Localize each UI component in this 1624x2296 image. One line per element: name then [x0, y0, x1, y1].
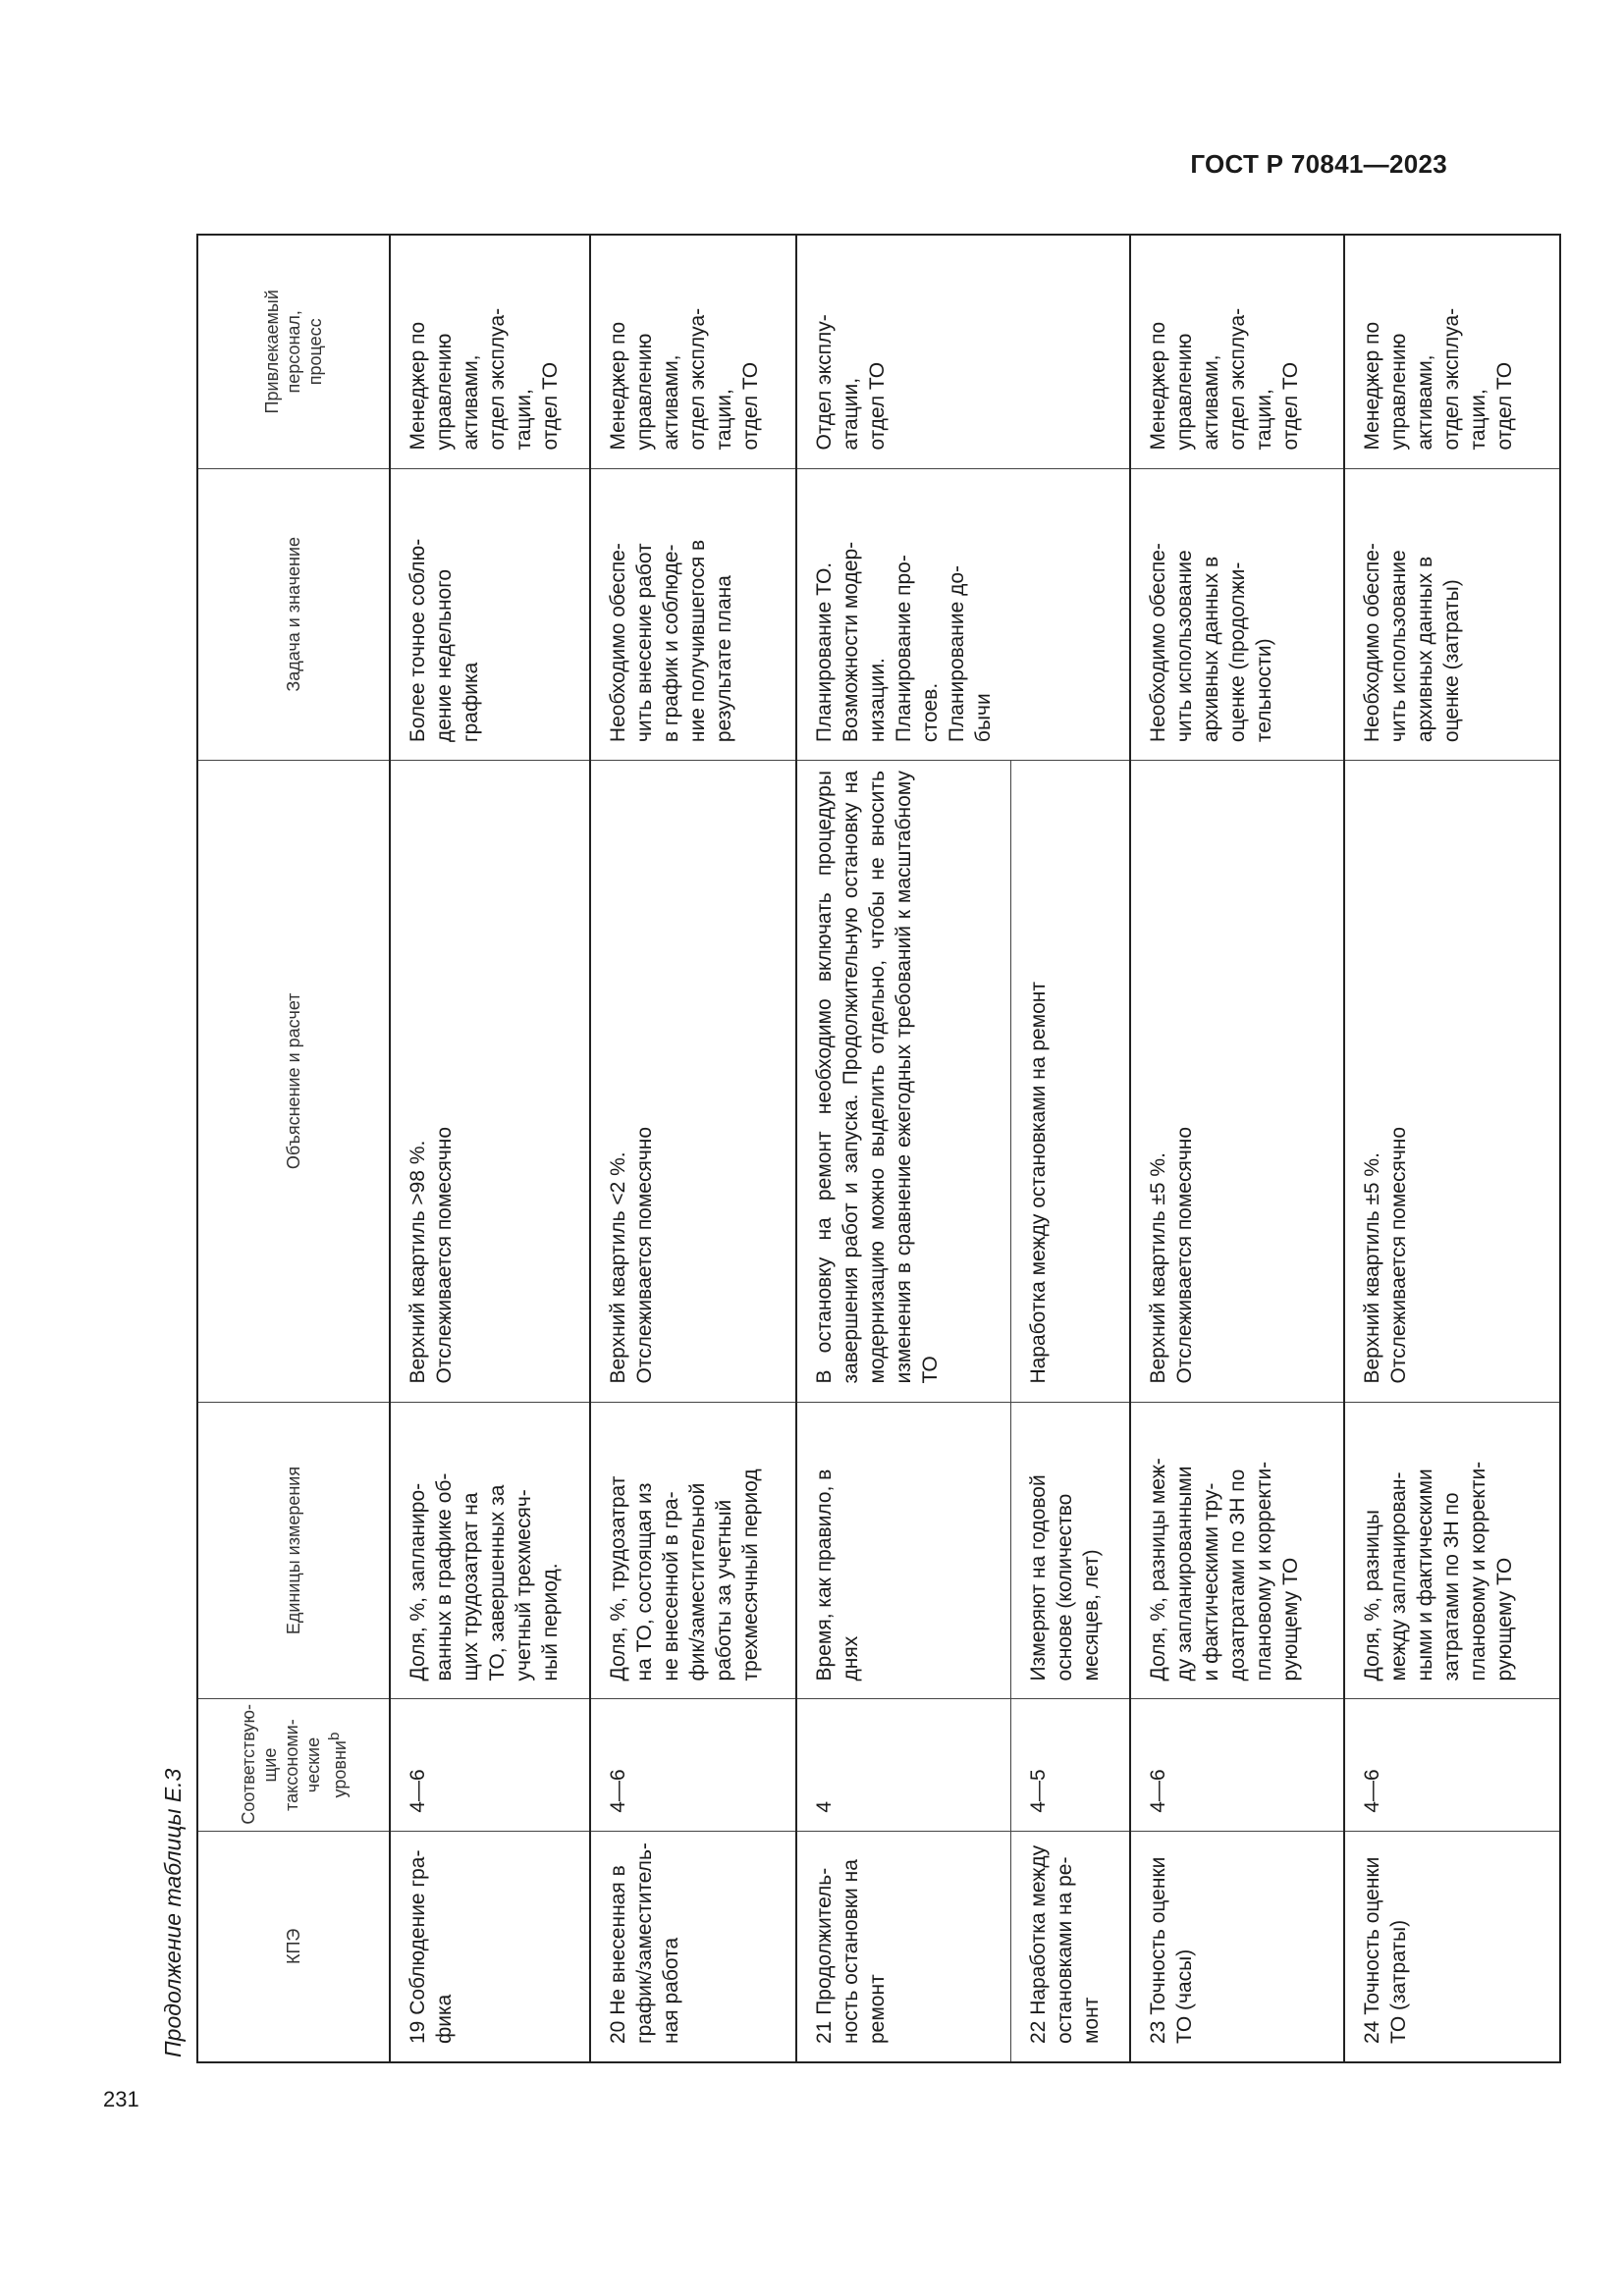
personnel-cell: Менеджер по управлению активами, отдел эксплуа- тации, отдел ТО — [1130, 235, 1344, 468]
task-cell: Необходимо обеспе- чить внесение работ в график и соблюде- ние получившегося в результате плана — [590, 468, 796, 761]
column-header-task: Задача и значение — [197, 468, 390, 761]
task-cell: Более точное соблю- дение недельного графика — [390, 468, 590, 761]
units-cell: Доля, %, разницы меж- ду запланированными и фактическими тру- дозатратами по ЗН по плановому и корректи- рующему ТО — [1130, 1402, 1344, 1699]
units-cell: Измеряют на годовой основе (количество месяцев, лет) — [1010, 1402, 1130, 1699]
table-row — [1130, 235, 1344, 2062]
table-header-row — [197, 235, 390, 2062]
kpi-cell: 23 Точность оценки ТО (часы) — [1130, 1831, 1344, 2062]
explanation-cell: Наработка между остановками на ремонт — [1010, 761, 1130, 1402]
units-cell: Доля, %, разницы между запланирован- ными и фактическими затратами по ЗН по плановому и корректи- рующему ТО — [1344, 1402, 1560, 1699]
document-header: ГОСТ Р 70841—2023 — [1190, 149, 1447, 179]
levels-cell: 4—6 — [1344, 1699, 1560, 1831]
column-header-personnel: Привлекаемый персонал, процесс — [197, 235, 390, 468]
task-cell: Необходимо обеспе- чить использование архивных данных в оценке (затраты) — [1344, 468, 1560, 761]
levels-cell: 4—5 — [1010, 1699, 1130, 1831]
levels-cell: 4—6 — [390, 1699, 590, 1831]
kpi-cell: 19 Соблюдение гра- фика — [390, 1831, 590, 2062]
table-row — [796, 235, 1010, 2062]
personnel-cell: Менеджер по управлению активами, отдел эксплуа- тации, отдел ТО — [390, 235, 590, 468]
column-header-units: Единицы измерения — [197, 1402, 390, 1699]
table-row — [390, 235, 590, 2062]
personnel-cell: Менеджер по управлению активами, отдел эксплуа- тации, отдел ТО — [1344, 235, 1560, 468]
levels-cell: 4—6 — [590, 1699, 796, 1831]
table-row — [1344, 235, 1560, 2062]
kpi-cell: 21 Продолжитель- ность остановки на ремонт — [796, 1831, 1010, 2062]
units-cell: Время, как правило, в днях — [796, 1402, 1010, 1699]
kpi-table — [196, 234, 1561, 2063]
levels-cell: 4—6 — [1130, 1699, 1344, 1831]
kpi-cell: 20 Не внесенная в график/заместитель- ная работа — [590, 1831, 796, 2062]
explanation-cell: Верхний квартиль ±5 %. Отслеживается помесячно — [1344, 761, 1560, 1402]
column-header-kpi: КПЭ — [197, 1831, 390, 2062]
table-row — [590, 235, 796, 2062]
rotated-table-block — [153, 234, 1516, 2063]
units-cell: Доля, %, запланиро- ванных в графике об- щих трудозатрат на ТО, завершенных за учетный трехмесяч- ный период. — [390, 1402, 590, 1699]
explanation-cell: В остановку на ремонт необходимо включать процедуры завершения работ и запуска. Продолжительную остановку на модернизацию можно выделить отдельно, чтобы не вносить изменения в сравнение ежегодных требований к масштабному ТО — [796, 761, 1010, 1402]
explanation-cell: Верхний квартиль >98 %. Отслеживается помесячно — [390, 761, 590, 1402]
column-header-explanation: Объяснение и расчет — [197, 761, 390, 1402]
explanation-cell: Верхний квартиль <2 %. Отслеживается помесячно — [590, 761, 796, 1402]
personnel-cell: Отдел эксплу- атации, отдел ТО — [796, 235, 1130, 468]
column-header-levels: Соответствую- щие таксономи- ческие уровни$^b$ — [197, 1699, 390, 1831]
units-cell: Доля, %, трудозатрат на ТО, состоящая из не внесенной в гра- фик/заместительной работы за учетный трехмесячный период — [590, 1402, 796, 1699]
personnel-cell: Менеджер по управлению активами, отдел эксплуа- тации, отдел ТО — [590, 235, 796, 468]
task-cell: Планирование ТО. Возможности модер- низации. Планирование про- стоев. Планирование до- бычи — [796, 468, 1130, 761]
explanation-cell: Верхний квартиль ±5 %. Отслеживается помесячно — [1130, 761, 1344, 1402]
levels-cell: 4 — [796, 1699, 1010, 1831]
kpi-cell: 22 Наработка между остановками на ре- монт — [1010, 1831, 1130, 2062]
table-caption: Продолжение таблицы Е.3 — [160, 1768, 186, 2057]
task-cell: Необходимо обеспе- чить использование архивных данных в оценке (продолжи- тельности) — [1130, 468, 1344, 761]
kpi-cell: 24 Точность оценки ТО (затраты) — [1344, 1831, 1560, 2062]
page-number: 231 — [103, 2087, 139, 2111]
footnote-marker: b — [325, 1732, 343, 1741]
